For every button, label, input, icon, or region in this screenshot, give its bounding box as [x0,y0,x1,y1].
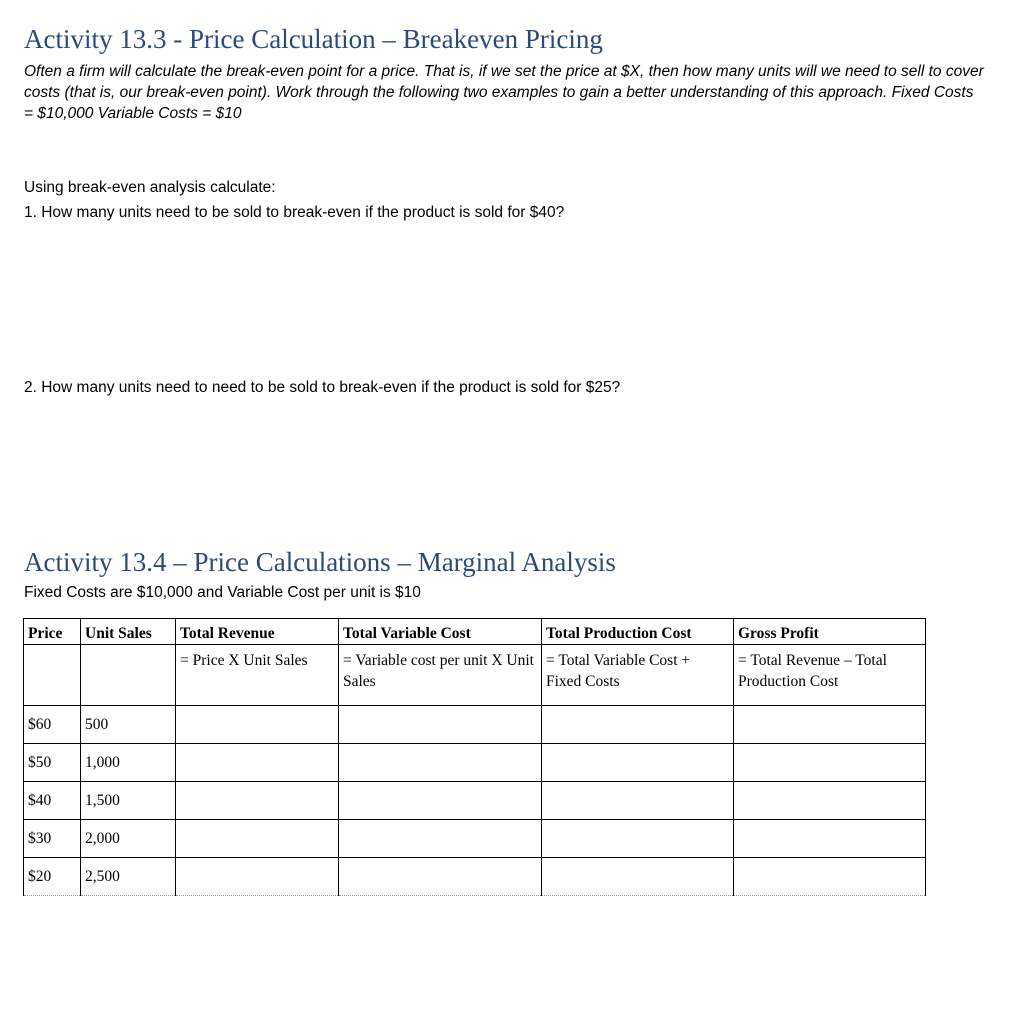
cell-total-revenue[interactable] [176,744,339,782]
cell-unit-sales: 2,000 [81,820,176,858]
activity-13-3-title: Activity 13.3 - Price Calculation – Breakeven Pricing [24,24,603,54]
cell-total-variable-cost[interactable] [339,858,542,896]
cell-total-variable-cost[interactable] [339,782,542,820]
cell-gross-profit[interactable] [734,820,926,858]
header-gross-profit: Gross Profit [734,619,926,645]
cell-total-production-cost[interactable] [542,820,734,858]
activity-13-3-intro: Often a firm will calculate the break-even point for a price. That is, if we set the price at $X, then how many units will we need to sell to cover costs (that is, our break-even point). Work through the following two examples to gain a better understanding of this approach. Fixed Costs = $10,000 Variable Costs = $10 [24,63,984,122]
question-1: 1. How many units need to be sold to break-even if the product is sold for $40? [24,204,565,221]
table-formula-row [24,645,926,706]
cell-gross-profit[interactable] [734,858,926,896]
cell-total-production-cost[interactable] [542,858,734,896]
header-total-revenue: Total Revenue [176,619,339,645]
cell-gross-profit[interactable] [734,744,926,782]
cell-gross-profit[interactable] [734,706,926,744]
formula-unit-sales [81,645,176,706]
cell-total-variable-cost[interactable] [339,744,542,782]
formula-total-production-cost: = Total Variable Cost + Fixed Costs [542,645,734,706]
table-row [24,858,926,896]
table-row [24,782,926,820]
table-header-row [24,619,926,645]
header-price: Price [24,619,81,645]
activity-13-4-title: Activity 13.4 – Price Calculations – Marginal Analysis [24,547,616,577]
cell-price: $20 [24,858,81,896]
cell-unit-sales: 2,500 [81,858,176,896]
cell-unit-sales: 1,500 [81,782,176,820]
cell-price: $50 [24,744,81,782]
table-row [24,820,926,858]
cell-unit-sales: 1,000 [81,744,176,782]
cell-total-revenue[interactable] [176,820,339,858]
cell-total-revenue[interactable] [176,782,339,820]
formula-total-revenue: = Price X Unit Sales [176,645,339,706]
marginal-analysis-table [23,618,926,896]
instruction-text: Using break-even analysis calculate: [24,179,276,196]
formula-total-variable-cost: = Variable cost per unit X Unit Sales [339,645,542,706]
table-row [24,744,926,782]
cell-total-revenue[interactable] [176,858,339,896]
cell-total-revenue[interactable] [176,706,339,744]
activity-13-4-subtitle: Fixed Costs are $10,000 and Variable Cost per unit is $10 [24,584,421,601]
cell-total-variable-cost[interactable] [339,820,542,858]
cell-price: $30 [24,820,81,858]
header-unit-sales: Unit Sales [81,619,176,645]
formula-gross-profit: = Total Revenue – Total Production Cost [734,645,926,706]
cell-price: $40 [24,782,81,820]
question-2: 2. How many units need to need to be sold to break-even if the product is sold for $25? [24,379,621,396]
cell-price: $60 [24,706,81,744]
cell-total-variable-cost[interactable] [339,706,542,744]
cell-total-production-cost[interactable] [542,706,734,744]
header-total-production-cost: Total Production Cost [542,619,734,645]
table-row [24,706,926,744]
cell-total-production-cost[interactable] [542,744,734,782]
formula-price [24,645,81,706]
cell-total-production-cost[interactable] [542,782,734,820]
cell-unit-sales: 500 [81,706,176,744]
cell-gross-profit[interactable] [734,782,926,820]
header-total-variable-cost: Total Variable Cost [339,619,542,645]
